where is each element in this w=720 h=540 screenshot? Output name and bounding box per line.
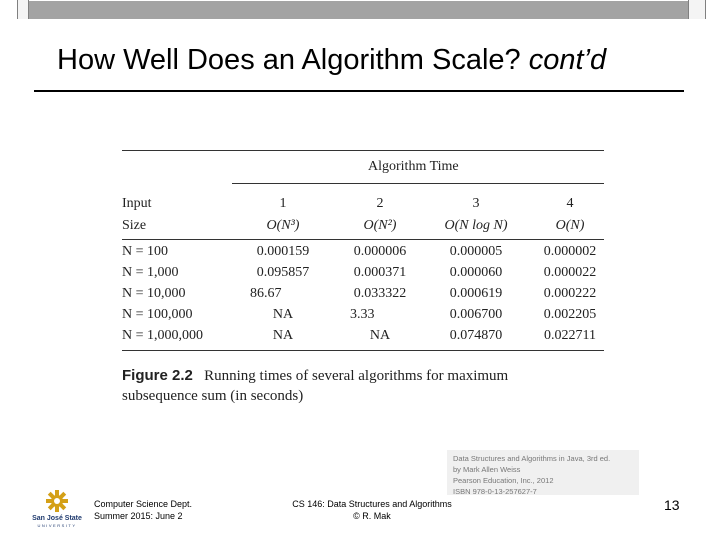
table-cell: 0.074870 <box>449 328 503 343</box>
footer-course <box>284 498 460 522</box>
table-cell: NA <box>272 328 294 343</box>
table-cell: 0.000002 <box>543 244 597 259</box>
citation-line: ISBN 978-0-13-257627-7 <box>453 487 537 496</box>
table-cell: 86.67 <box>250 286 282 301</box>
header-rule <box>232 183 604 184</box>
row-label-size: Size <box>122 218 147 233</box>
citation-line: Data Structures and Algorithms in Java, 3rd ed. <box>453 454 611 463</box>
column-number: 3 <box>472 196 480 211</box>
book-citation <box>447 450 639 495</box>
column-number: 1 <box>279 196 287 211</box>
row-input: N = 1,000,000 <box>122 328 204 343</box>
row-input: N = 100,000 <box>122 307 193 322</box>
table-cell: 0.000619 <box>449 286 503 301</box>
top-bar-right-square <box>688 0 705 19</box>
row-input: N = 1,000 <box>122 265 179 280</box>
column-number: 2 <box>376 196 384 211</box>
table-cell: 0.000005 <box>449 244 503 259</box>
table-bottom-rule <box>122 350 604 351</box>
sjsu-logo <box>32 488 82 528</box>
caption-line-1: Running times of several algorithms for maximum <box>204 368 509 384</box>
row-input: N = 100 <box>122 244 169 259</box>
table-cell: 0.000159 <box>256 244 310 259</box>
column-complexity: O(N log N) <box>444 218 508 233</box>
footer-dept-line: Computer Science Dept. <box>94 499 193 509</box>
citation-line: by Mark Allen Weiss <box>453 465 521 474</box>
citation-line: Pearson Education, Inc., 2012 <box>453 476 554 485</box>
table-cell: 0.033322 <box>353 286 407 301</box>
footer-course-line: CS 146: Data Structures and Algorithms <box>292 499 452 509</box>
figure-running-times <box>122 150 604 410</box>
page-number: 13 <box>664 497 680 513</box>
table-cell: 0.000222 <box>543 286 597 301</box>
algorithm-time-header: Algorithm Time <box>368 159 459 174</box>
slide-title-text: How Well Does an Algorithm Scale? <box>57 44 521 76</box>
table-cell: 0.022711 <box>544 328 596 343</box>
svg-text:UNIVERSITY: UNIVERSITY <box>37 523 77 528</box>
column-complexity: O(N) <box>555 218 585 233</box>
table-cell: 0.000006 <box>353 244 407 259</box>
slide-title-italic: cont’d <box>528 44 607 76</box>
caption-label: Figure 2.2 <box>122 367 193 384</box>
row-input: N = 10,000 <box>122 286 186 301</box>
slide-title <box>57 44 606 77</box>
svg-text:San José State: San José State <box>32 515 82 522</box>
footer-date-line: Summer 2015: June 2 <box>94 511 183 521</box>
top-decorative-bar <box>17 0 706 19</box>
figure-caption <box>122 366 604 406</box>
table-cell: 3.33 <box>350 307 375 322</box>
table-cell: 0.000060 <box>449 265 503 280</box>
body-rule <box>122 239 604 240</box>
row-label-input: Input <box>122 196 152 211</box>
column-number: 4 <box>566 196 574 211</box>
table-cell: NA <box>272 307 294 322</box>
table-cell: 0.002205 <box>543 307 597 322</box>
table-cell: 0.000022 <box>543 265 597 280</box>
footer-department <box>94 498 192 522</box>
table-cell: 0.000371 <box>353 265 407 280</box>
column-complexity: O(N³) <box>266 218 300 233</box>
table-cell: NA <box>369 328 391 343</box>
caption-line-2: subsequence sum (in seconds) <box>122 388 304 404</box>
footer-author-line: © R. Mak <box>353 511 391 521</box>
column-complexity: O(N²) <box>363 218 397 233</box>
table-cell: 0.095857 <box>256 265 310 280</box>
top-bar-left-square <box>18 0 29 19</box>
table-cell: 0.006700 <box>449 307 503 322</box>
title-underline <box>34 90 684 92</box>
table-top-rule <box>122 150 604 151</box>
